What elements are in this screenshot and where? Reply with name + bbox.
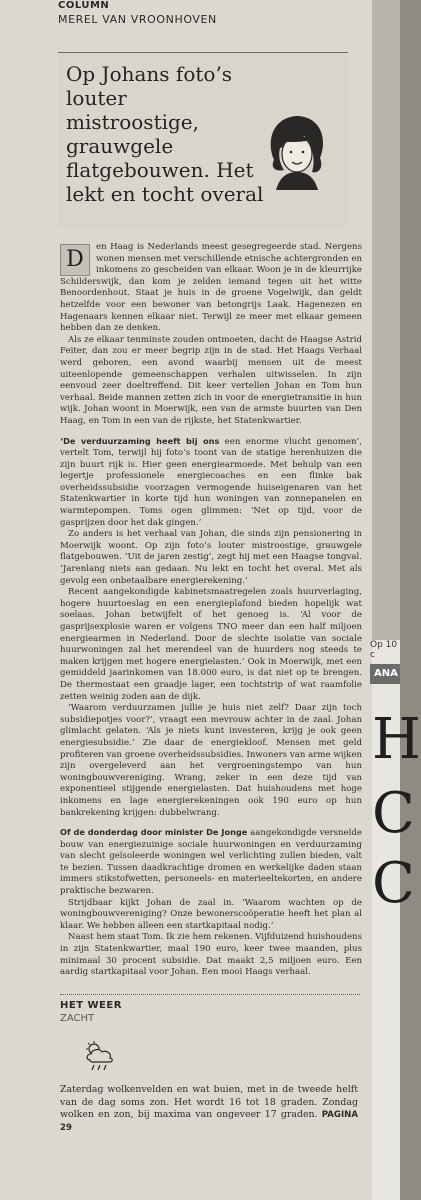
section-lead: ‘De verduurzaming heeft bij ons xyxy=(60,435,220,446)
paragraph: Naast hem staat Tom. Ik zie hem rekenen. Vijfduizend huishoudens in zijn Statenkwartier, maal 190 euro, keer twee maanden, plus minimaal 30 procent subsidie. Dat maakt 2,5 miljoen euro. Een aardig startkapitaal voor Johan. Een mooi Haags verhaal. xyxy=(60,932,362,978)
paragraph: Recent aangekondigde kabinetsmaatregelen zoals huurverlaging, hogere huurtoeslag en een energieplafond bieden hopelijk wat soelaas. Johan betwijfelt of het genoeg is. ‘Al voor de gasprijsexplosie waren er volgens TNO meer dan een half miljoen energiearmen in Nederland. Door de slechte isolatie van sociale huurwoningen zal het merendeel van de huurders nog steeds te maken krijgen met hogere energielasten.’ Ook in Moerwijk, met een gemiddeld jaarinkomen van 18.000 euro, is dat niet op te brengen. De thermostaat een graadje lager, een tochtstrip of wat raamfolie zetten weinig zoden aan de dijk. xyxy=(60,587,362,702)
column-author: MEREL VAN VROONHOVEN xyxy=(58,13,217,26)
weather-forecast: Zaterdag wolkenvelden en wat buien, met in de tweede helft van de dag soms zon. Het wordt 16 tot 18 graden. Zondag wolken en zon, bij maxima van ongeveer 17 graden. PAGINA 29 xyxy=(60,1084,358,1133)
paragraph: ‘Waarom verduurzamen jullie je huis niet zelf? Daar zijn toch subsidiepotjes voor?’, vraagt een mevrouw achter in de zaal. Johan glimlacht gelaten. ‘Als je niets kunt investeren, krijg je ook geen energiesubsidie.’ Zie daar de energiekloof. Mensen met geld profiteren van groene overheidssubsidies. Inwoners van arme wijken zijn overgeleverd aan het vergroeningstempo van hun woningbouwvereniging. Wrang, zeker in een deze tijd van exponentieel stijgende energielasten. Dat huishoudens met hoge inkomens en lage energierekeningen ook 190 euro op hun bankrekening krijgen: dubbelwrang. xyxy=(60,703,362,818)
weather-title: HET WEER xyxy=(60,1000,122,1011)
weather-box xyxy=(60,1000,360,1024)
paragraph: Zo anders is het verhaal van Johan, die sinds zijn pensionering in Moerwijk woont. Op zijn foto’s louter mistroostige, grauwgele flatgebouwen. ‘Uit de jaren zestig’, zegt hij met een Haagse tongval. ‘Jarenlang niets aan gedaan. Nu lekt en tocht het overal. Met als gevolg een onbetaalbare energierekening.’ xyxy=(60,529,362,586)
paragraph: Als ze elkaar tenminste zouden ontmoeten, dacht de Haagse Astrid Feiter, dan zou er meer begrip zijn in de stad. Het Haags Verhaal werd geboren, een avond waarbij mensen uit de meest uiteenlopende gemeenschappen verhalen uitwisselen. In zijn eenvoud zeer doeltreffend. Dit keer vertellen Johan en Tom hun verhaal. Beide mannen zetten zich in voor de energietransitie in hun wijk. Johan woont in Moerwijk, een van de armste buurten van Den Haag, en Tom in een van de rijkste, het Statenkwartier. xyxy=(60,334,362,426)
column-header xyxy=(58,0,217,26)
cloud-rain-icon xyxy=(82,1040,118,1072)
column-tag: COLUMN xyxy=(58,0,110,11)
adjacent-headline-letter: H xyxy=(372,707,421,772)
adjacent-section-label: ANA xyxy=(370,664,400,684)
adjacent-photo xyxy=(372,0,400,640)
paragraph: ‘De verduurzaming heeft bij ons een enorme vlucht genomen’, vertelt Tom, terwijl hij foto’s toont van de statige herenhuizen die zijn buurt rijk is. Hier geen energiearmoede. Met behulp van een legertje professionele energiecoaches en een flinke bak overheidssubsidie voorzagen vermogende huiseigenaren van het Statenkwartier in korte tijd hun woningen van zonnepanelen en warmtepompen. Toms ogen glimmen: ‘Net op tijd, voor de gasprijzen door het dak gingen.’ xyxy=(60,435,362,528)
headline: Op Johans foto’s louter mistroostige, grauwgele flatgebouwen. Het lekt en tocht overal xyxy=(66,62,264,206)
divider xyxy=(60,994,360,995)
adjacent-headline-letter: C xyxy=(372,851,415,916)
adjacent-caption: Op 10 c xyxy=(370,640,398,660)
paragraph: Strijdbaar kijkt Johan de zaal in. ‘Waarom wachten op de woningbouwvereniging? Onze bewonerscoöperatie heeft het plan al klaar. We hebben alleen een startkapitaal nodig.’ xyxy=(60,897,362,931)
paragraph: D en Haag is Nederlands meest gesegregeerde stad. Nergens wonen mensen met verschillende etnische achtergronden en inkomens zo gescheiden van elkaar. Woon je in de kleurrijke Schilderswijk, dan kom je zelden iemand tegen uit het witte Benoordenhout. Staat je huis in de groene Vogelwijk, dan geldt hetzelfde voor een bewoner van betongrijs Laak. Hagenezen en Hagenaars kennen elkaar niet. Terwijl ze meer met elkaar gemeen hebben dan ze denken. xyxy=(60,242,362,334)
section-lead: Of de donderdag door minister De Jonge xyxy=(60,827,248,838)
paragraph: Of de donderdag door minister De Jonge aangekondigde versnelde bouw van energiezuinige sociale huurwoningen en verduurzaming van slecht geïsoleerde woningen wel verlichting zullen bieden, valt te bezien. Tussen daadkrachtige dromen en werkelijke daden staan immers stikstofwetten, personeels- en materieeltekorten, en andere praktische bezwaren. xyxy=(60,827,362,897)
weather-subtitle: ZACHT xyxy=(60,1013,95,1024)
page-reference: PAGINA 29 xyxy=(60,1110,358,1133)
author-portrait-icon xyxy=(262,112,332,192)
adjacent-headline-letter: C xyxy=(372,781,415,846)
drop-cap: D xyxy=(60,244,90,276)
article-body xyxy=(60,242,362,979)
